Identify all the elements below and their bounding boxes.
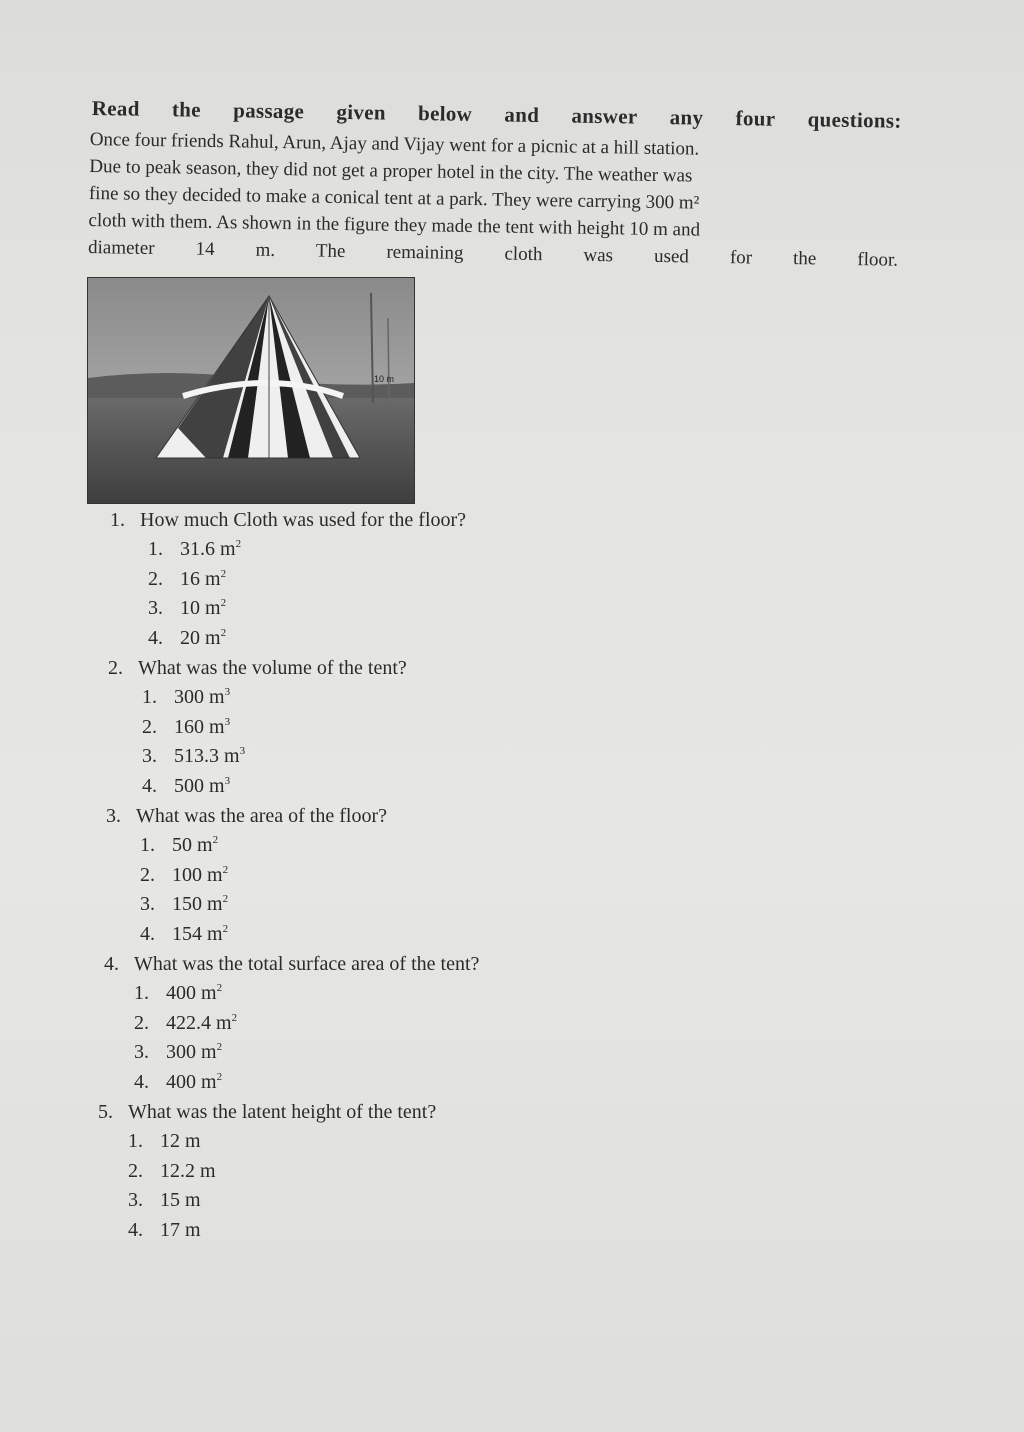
option-value: 17 m [160,1218,201,1241]
option-number: 2. [142,715,157,738]
option-number: 3. [140,893,155,915]
question-number: 5. [98,1101,113,1123]
option[interactable] [134,979,716,1009]
passage-line: diameter 14 m. The remaining cloth was used for the floor. [87,236,899,271]
option-number: 1. [140,834,155,856]
option-value: 10 m [180,597,221,619]
tent-illustration [88,278,414,503]
option[interactable] [142,742,716,772]
question-text: What was the volume of the tent? [138,657,407,679]
option-number: 4. [134,1070,149,1093]
question-2-title [108,653,716,683]
option-number: 3. [134,1041,149,1063]
question-5-title [98,1097,716,1127]
heading-word: the [171,97,202,122]
option-value: 154 m [172,922,223,945]
option-number: 2. [140,863,155,886]
unit-exponent: 2 [231,1011,238,1024]
option-value: 160 m [174,715,225,738]
unit-exponent: 3 [224,774,231,787]
option-number: 3. [148,597,163,619]
option-value: 12.2 m [160,1159,216,1182]
question-number: 3. [106,805,121,827]
question-list [96,505,716,1245]
heading-word: given [336,99,386,125]
option[interactable] [148,624,716,654]
option-value: 20 m [180,626,221,649]
option[interactable] [142,683,716,713]
unit-exponent: 2 [216,1041,223,1053]
option-value: 100 m [172,863,223,886]
question-number: 2. [108,657,123,679]
question-4-title [104,949,716,979]
question-number: 1. [110,509,125,531]
option-value: 50 m [172,834,213,856]
option-number: 2. [134,1011,149,1034]
option[interactable] [140,831,716,861]
option[interactable] [128,1127,716,1157]
option-value: 422.4 m [166,1011,232,1034]
option-value: 31.6 m [180,538,236,560]
unit-exponent: 2 [235,538,242,550]
option-value: 12 m [160,1130,201,1152]
option[interactable] [140,920,716,950]
heading-word: Read [91,96,140,121]
option[interactable] [128,1216,716,1246]
option[interactable] [140,861,716,891]
passage-line: Once four friends Rahul, Arun, Ajay and Vijay went for a picnic at a hill station. [89,128,700,160]
passage [88,126,900,274]
tent-photo [87,277,415,504]
unit-exponent: 2 [216,982,223,994]
option-list [140,831,716,949]
option-value: 500 m [174,774,225,797]
heading-word: below [417,101,473,126]
question-4 [104,949,716,1097]
unit-exponent: 2 [220,626,227,639]
question-2 [108,653,716,801]
question-text: What was the total surface area of the tent? [134,953,480,975]
option[interactable] [134,1068,716,1098]
option-number: 2. [148,567,163,590]
option[interactable] [148,535,716,565]
option-value: 300 m [166,1041,217,1063]
option-number: 4. [142,774,157,797]
option[interactable] [128,1157,716,1187]
option[interactable] [128,1186,716,1216]
unit-exponent: 2 [220,597,227,609]
unit-exponent: 2 [222,922,229,935]
option-number: 1. [142,686,157,708]
unit-exponent: 2 [220,567,227,580]
question-1 [110,505,716,653]
option-number: 1. [148,538,163,560]
heading-word: four [735,106,776,131]
option-value: 400 m [166,982,217,1004]
question-5 [98,1097,716,1245]
option-number: 4. [148,626,163,649]
question-number: 4. [104,953,119,975]
question-text: What was the latent height of the tent? [128,1101,437,1123]
option-value: 15 m [160,1189,201,1211]
heading-word: passage [233,98,305,124]
option-list [134,979,716,1097]
option-list [142,683,716,801]
option[interactable] [142,713,716,743]
height-label: 10 m [374,374,395,384]
option-list [128,1127,716,1245]
option[interactable] [148,594,716,624]
question-3-title [106,801,716,831]
passage-line: Due to peak season, they did not get a proper hotel in the city. The weather was [89,155,693,187]
option[interactable] [134,1038,716,1068]
option-value: 300 m [174,686,225,708]
unit-exponent: 3 [224,715,231,728]
option-number: 3. [128,1189,143,1211]
option-number: 4. [128,1218,143,1241]
heading-word: any [669,105,704,130]
option[interactable] [142,772,716,802]
question-text: What was the area of the floor? [136,805,387,827]
passage-line: cloth with them. As shown in the figure they made the tent with height 10 m and [88,209,701,241]
unit-exponent: 3 [239,745,246,757]
option-value: 400 m [166,1070,217,1093]
unit-exponent: 3 [224,686,231,698]
option-number: 3. [142,745,157,767]
question-1-title [110,505,716,535]
option[interactable] [134,1009,716,1039]
option-value: 513.3 m [174,745,240,767]
option[interactable] [148,565,716,595]
question-text: How much Cloth was used for the floor? [140,509,467,531]
option[interactable] [140,890,716,920]
unit-exponent: 2 [222,863,229,876]
option-number: 1. [128,1130,143,1152]
option-value: 16 m [180,567,221,590]
option-value: 150 m [172,893,223,915]
question-3 [106,801,716,949]
heading-word: and [504,102,540,128]
heading-word: questions: [807,107,902,133]
heading-word: answer [571,103,638,129]
option-number: 2. [128,1159,143,1182]
option-number: 1. [134,982,149,1004]
option-list [148,535,716,653]
unit-exponent: 2 [212,834,219,846]
option-number: 4. [140,922,155,945]
unit-exponent: 2 [222,893,229,905]
passage-line: fine so they decided to make a conical tent at a park. They were carrying 300 m² [88,182,700,214]
unit-exponent: 2 [216,1070,223,1083]
